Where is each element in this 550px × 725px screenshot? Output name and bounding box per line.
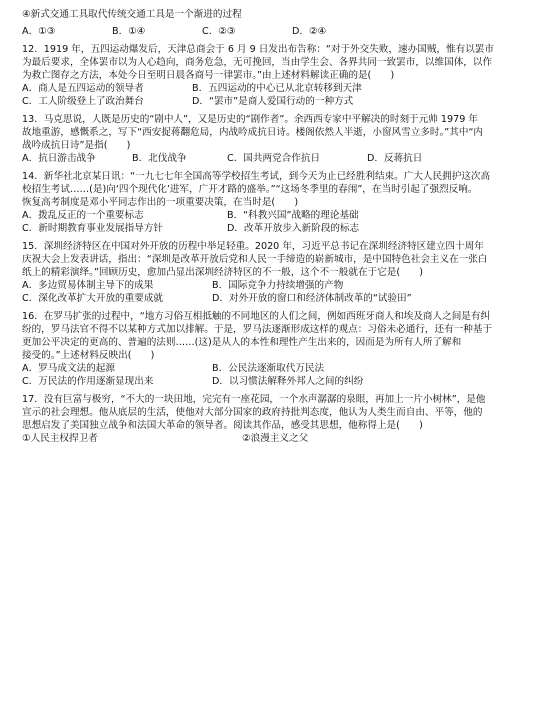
question-14 [22, 170, 528, 235]
question-text-line: 纷的，罗马法官不得不以某种方式加以排解。于是，罗马法逐渐形成这样的观点：习俗未必通行，还有一种基于 [22, 324, 493, 335]
question-text-line: 15．深圳经济特区在中国对外开放的历程中举足轻重。2020 年，习近平总书记在深圳经济特区建立四十周年 [22, 241, 484, 252]
question-text-line: 纸上的精彩演绎。”回顾历史，愈加凸显出深圳经济特区的不一般，这个不一般就在于它是( ) [22, 267, 423, 278]
question-text-line: 为最后要求，全体罢市以为人心趋向，商务危急，无可挽回，当由学生会、各界共同一致罢市，以维国体，以作 [22, 57, 493, 68]
question-12 [22, 43, 528, 108]
option-c[interactable]: C．国共两党合作抗日 [227, 153, 321, 164]
options-row [22, 279, 528, 292]
option-b[interactable]: B．北伐战争 [132, 153, 187, 164]
question-text-line: 14．新华社北京某日讯：“一九七七年全国高等学校招生考试，到今天为止已经胜利结束。广大人民拥护这次高 [22, 171, 491, 182]
question-11-tail [22, 8, 528, 38]
option-a[interactable]: A．拨乱反正的一个重要标志 [22, 210, 144, 221]
question-text-line: 战吟成抗日诗”是指( ) [22, 140, 131, 151]
question-text-line: 12．1919 年，五四运动爆发后，天津总商会于 6 月 9 日发出布告称：“对于外交失败，速办国贼，惟有以罢市 [22, 44, 494, 55]
question-text-line: 13．马克思说，人既是历史的“剧中人”，又是历史的“剧作者”。余西西专家中平解决的时刻于元帅 1979 年 [22, 114, 478, 125]
question-13 [22, 113, 528, 165]
option-c[interactable]: C．工人阶级登上了政治舞台 [22, 96, 144, 107]
option-a[interactable]: A．①③ [22, 26, 56, 37]
question-text-line: 更加公平决定的更高的、普遍的法则……(这)是从人的本性和理性产生出来的，因而是为所有人所了解和 [22, 337, 462, 348]
question-text-line: 为救亡图存之方法，本处今日至明日晨各商号一律罢市。”由上述材料解读正确的是( ) [22, 70, 395, 81]
option-c[interactable]: C．②③ [202, 26, 236, 37]
statements-row [22, 432, 528, 445]
option-a[interactable]: A．多边贸易体制主导下的成果 [22, 280, 154, 291]
question-text-line: 恢复高考制度是邓小平同志作出的一项重要决策，在当时是( ) [22, 197, 299, 208]
option-d[interactable]: D．“罢市”是商人爱国行动的一种方式 [192, 96, 354, 107]
question-16 [22, 310, 528, 388]
option-a[interactable]: A．抗日游击战争 [22, 153, 96, 164]
question-text-line: 宣示的社会理想。他从底层的生活，使他对大部分国家的政府持批判态度，他认为人类生而自由、平等，他的 [22, 407, 483, 418]
question-text-line: 故地重游，感慨系之，写下“西安捉蒋翻危局，内战吟成抗日诗。楼阁依然人半逝，小窗风雪立多时。”其中“内 [22, 127, 484, 138]
question-text-line: 校招生考试……(是)向‘四个现代化’进军，广开才路的盛举。”“这场冬季里的春闱”，在当时引起了强烈反响。 [22, 184, 478, 195]
statement-1: ①人民主权捍卫者 [22, 433, 98, 444]
option-d[interactable]: D．反蒋抗日 [367, 153, 423, 164]
option-d[interactable]: D．②④ [292, 26, 327, 37]
question-15 [22, 240, 528, 305]
question-text-line: 接受的。”上述材料反映出( ) [22, 350, 155, 361]
option-b[interactable]: B．五四运动的中心已从北京转移到天津 [192, 83, 362, 94]
option-c[interactable]: C．深化改革扩大开放的重要成就 [22, 293, 164, 304]
options-row [22, 362, 528, 375]
question-text-line: 思想启发了美国独立战争和法国大革命的领导者。阅读其作品，感受其思想，他称得上是( ) [22, 420, 423, 431]
option-a[interactable]: A．商人是五四运动的领导者 [22, 83, 144, 94]
option-d[interactable]: D．对外开放的窗口和经济体制改革的“试验田” [212, 293, 412, 304]
options-row [22, 82, 528, 95]
options-row [22, 25, 528, 38]
options-row [22, 375, 528, 388]
statement-4: ④新式交通工具取代传统交通工具是一个渐进的过程 [22, 9, 242, 20]
question-text-line: 17．没有巨富与极穷，“不大的一块田地，完完有一座花园，一个水声潺潺的泉眼，再加上一片小树林”，是他 [22, 394, 486, 405]
option-a[interactable]: A．罗马成文法的起源 [22, 363, 115, 374]
option-b[interactable]: B．“科教兴国”战略的理论基础 [227, 210, 359, 221]
options-row [22, 222, 528, 235]
question-text-line: 庆祝大会上发表讲话，指出：“深圳是改革开放后党和人民一手缔造的崭新城市，是中国特色社会主义在一张白 [22, 254, 488, 265]
question-17 [22, 393, 528, 445]
options-row [22, 152, 528, 165]
options-row [22, 95, 528, 108]
question-text-line: 16．在罗马扩张的过程中，“地方习俗互相抵触的不同地区的人们之间，例如西班牙商人和埃及商人之间是有纠 [22, 311, 491, 322]
statement-2: ②浪漫主义之父 [242, 433, 309, 444]
option-c[interactable]: C．万民法的作用逐渐显现出来 [22, 376, 154, 387]
options-row [22, 292, 528, 305]
option-b[interactable]: B．①④ [112, 26, 146, 37]
option-b[interactable]: B．国际竞争力持续增强的产物 [212, 280, 344, 291]
option-b[interactable]: B．公民法逐渐取代万民法 [212, 363, 325, 374]
option-d[interactable]: D．改革开放步入新阶段的标志 [227, 223, 360, 234]
option-c[interactable]: C．新时期教育事业发展指导方针 [22, 223, 164, 234]
option-d[interactable]: D．以习惯法解释外邦人之间的纠纷 [212, 376, 364, 387]
options-row [22, 209, 528, 222]
